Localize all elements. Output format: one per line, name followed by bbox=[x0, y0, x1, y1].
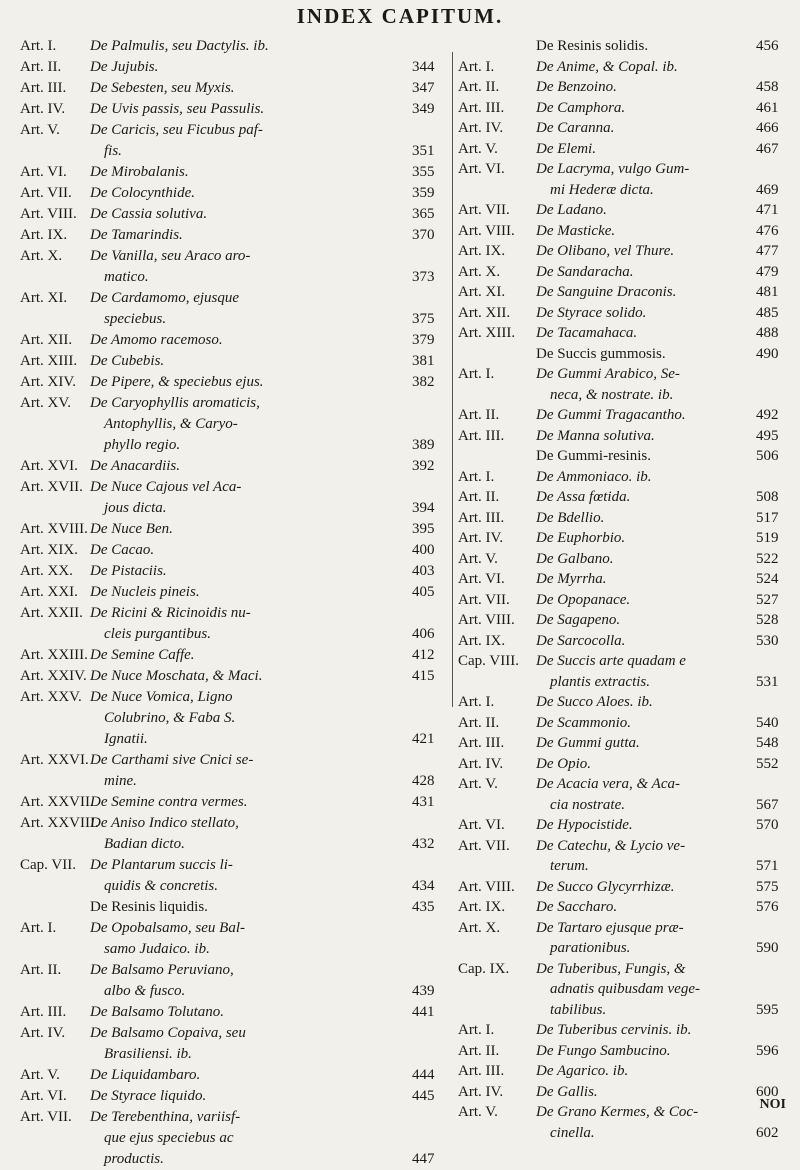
entry-page-number: 530 bbox=[756, 632, 779, 649]
entry-page-number: 349 bbox=[412, 101, 435, 117]
entry-label: Art. V. bbox=[458, 776, 498, 792]
entry-page-number: 344 bbox=[412, 59, 435, 75]
entry-title-line: De Caricis, seu Ficubus paf- bbox=[90, 122, 263, 138]
entry-page-number: 488 bbox=[756, 325, 779, 341]
entry-label: Art. I. bbox=[458, 366, 495, 382]
entry-title-line: De Agarico. ib. bbox=[536, 1063, 629, 1079]
entry-title-line: De Caranna. bbox=[536, 120, 615, 136]
entry-page-number: 602 bbox=[756, 1124, 779, 1141]
entry-label: Art. IV. bbox=[458, 530, 504, 546]
entry-title-line: De Nuce Ben. bbox=[90, 521, 173, 537]
entry-label: Art. XXIV. bbox=[20, 668, 87, 684]
entry-title-line: De Sagapeno. bbox=[536, 612, 621, 628]
entry-title-line: De Tartaro ejusque præ- bbox=[536, 919, 684, 936]
entry-label: Art. XXIII. bbox=[20, 647, 88, 663]
entry-page-number: 479 bbox=[756, 263, 779, 280]
entry-title-line: De Fungo Sambucino. bbox=[536, 1042, 671, 1059]
entry-page-number: 400 bbox=[412, 542, 435, 558]
entry-page-number: 517 bbox=[756, 509, 779, 526]
column-divider bbox=[452, 52, 453, 707]
entry-title-line: neca, & nostrate. ib. bbox=[550, 386, 674, 403]
entry-label: Art. V. bbox=[20, 122, 60, 138]
entry-page-number: 508 bbox=[756, 489, 779, 505]
entry-title-line: De Gummi-resinis. bbox=[536, 448, 651, 464]
entry-page-number: 467 bbox=[756, 140, 779, 157]
entry-page-number: 567 bbox=[756, 796, 779, 813]
entry-page-number: 469 bbox=[756, 181, 779, 198]
entry-label: Art. V. bbox=[20, 1067, 60, 1083]
entry-title-line: De Sanguine Draconis. bbox=[536, 284, 677, 300]
entry-title-line: De Semine Caffe. bbox=[90, 647, 195, 663]
entry-page-number: 434 bbox=[412, 878, 435, 894]
entry-label: Art. I. bbox=[458, 694, 495, 710]
entry-title-line: De Gummi Tragacantho. bbox=[536, 407, 686, 423]
entry-title-line: De Aniso Indico stellato, bbox=[90, 815, 239, 831]
entry-page-number: 596 bbox=[756, 1042, 779, 1059]
entry-title-line: mine. bbox=[104, 773, 137, 789]
entry-title-line: fis. bbox=[104, 143, 122, 159]
entry-label: Art. IV. bbox=[458, 1083, 504, 1100]
entry-title-line: cia nostrate. bbox=[550, 796, 625, 813]
entry-label: Art. II. bbox=[458, 79, 500, 95]
entry-title-line: Ignatii. bbox=[104, 731, 148, 747]
entry-page-number: 439 bbox=[412, 983, 435, 999]
entry-title-line: De Nuce Moschata, & Maci. bbox=[90, 668, 263, 684]
entry-label: Art. IX. bbox=[20, 227, 68, 243]
entry-label: Art. XXV. bbox=[20, 689, 82, 705]
entry-title-line: De Camphora. bbox=[536, 99, 626, 116]
entry-label: Art. XVI. bbox=[20, 458, 78, 474]
entry-page-number: 392 bbox=[412, 458, 435, 474]
entry-page-number: 403 bbox=[412, 563, 435, 579]
entry-title-line: De Colocynthide. bbox=[90, 185, 195, 201]
entry-label: Art. XVIII. bbox=[20, 521, 88, 537]
entry-title-line: De Saccharo. bbox=[536, 899, 618, 915]
entry-label: Art. II. bbox=[458, 489, 500, 505]
entry-label: Art. III. bbox=[458, 99, 505, 116]
entry-label: Art. VII. bbox=[458, 202, 510, 218]
entry-label: Art. II. bbox=[458, 714, 500, 731]
entry-title-line: De Styrace solido. bbox=[536, 304, 647, 321]
entry-label: Art. XX. bbox=[20, 563, 73, 579]
entry-title-line: que ejus speciebus ac bbox=[104, 1130, 234, 1146]
entry-title-line: De Palmulis, seu Dactylis. ib. bbox=[90, 38, 269, 54]
entry-label: Art. XXI. bbox=[20, 584, 78, 600]
entry-title-line: De Mirobalanis. bbox=[90, 164, 189, 180]
entry-page-number: 477 bbox=[756, 243, 779, 259]
entry-label: Art. I. bbox=[20, 920, 57, 936]
entry-title-line: De Nuce Vomica, Ligno bbox=[90, 689, 233, 705]
entry-title-line: De Opopanace. bbox=[536, 591, 631, 608]
entry-page-number: 466 bbox=[756, 120, 779, 136]
entry-title-line: De Plantarum succis li- bbox=[90, 857, 233, 873]
entry-label: Art. XXVII. bbox=[20, 794, 94, 810]
entry-label: Art. VIII. bbox=[20, 206, 77, 222]
entry-label: Art. II. bbox=[458, 1042, 500, 1059]
entry-page-number: 481 bbox=[756, 284, 779, 300]
entry-label: Art. VI. bbox=[458, 817, 505, 833]
entry-page-number: 370 bbox=[412, 227, 435, 243]
entry-label: Art. I. bbox=[20, 38, 57, 54]
entry-page-number: 435 bbox=[412, 899, 435, 915]
entry-page-number: 351 bbox=[412, 143, 435, 159]
entry-page-number: 600 bbox=[756, 1083, 779, 1100]
entry-title-line: De Catechu, & Lycio ve- bbox=[536, 837, 686, 854]
catchword: NOI bbox=[759, 1097, 786, 1112]
entry-title-line: De Sarcocolla. bbox=[536, 632, 626, 649]
entry-title-line: De Amomo racemoso. bbox=[90, 332, 223, 348]
entry-label: Art. IV. bbox=[20, 1025, 66, 1041]
entry-title-line: parationibus. bbox=[550, 940, 631, 956]
entry-title-line: productis. bbox=[104, 1151, 164, 1167]
entry-title-line: De Liquidambaro. bbox=[90, 1067, 201, 1083]
entry-page-number: 382 bbox=[412, 374, 435, 390]
entry-page-number: 389 bbox=[412, 437, 435, 453]
entry-title-line: De Carthami sive Cnici se- bbox=[90, 752, 254, 768]
entry-page-number: 347 bbox=[412, 80, 435, 96]
entry-title-line: Badian dicto. bbox=[104, 836, 185, 852]
entry-page-number: 519 bbox=[756, 530, 779, 546]
entry-label: Art. I. bbox=[458, 58, 495, 75]
entry-label: Art. IV. bbox=[20, 101, 66, 117]
entry-label: Art. IV. bbox=[458, 120, 504, 136]
entry-title-line: De Pistaciis. bbox=[90, 563, 167, 579]
entry-title-line: jous dicta. bbox=[104, 500, 167, 516]
entry-title-line: tabilibus. bbox=[550, 1001, 607, 1018]
entry-title-line: cinella. bbox=[550, 1124, 595, 1141]
entry-page-number: 432 bbox=[412, 836, 435, 852]
entry-page-number: 571 bbox=[756, 858, 779, 874]
entry-page-number: 445 bbox=[412, 1088, 435, 1104]
entry-title-line: De Resinis liquidis. bbox=[90, 899, 208, 915]
entry-title-line: De Jujubis. bbox=[90, 59, 159, 75]
entry-label: Art. XXVI. bbox=[20, 752, 89, 768]
entry-page-number: 359 bbox=[412, 185, 435, 201]
entry-label: Art. X. bbox=[458, 263, 501, 280]
entry-page-number: 552 bbox=[756, 755, 779, 772]
entry-title-line: De Cardamomo, ejusque bbox=[90, 290, 240, 306]
entry-label: Art. VII. bbox=[458, 837, 510, 854]
entry-title-line: De Assa fœtida. bbox=[536, 489, 631, 505]
entry-title-line: De Opio. bbox=[536, 755, 591, 772]
entry-label: Art. VII. bbox=[20, 1109, 72, 1125]
entry-page-number: 506 bbox=[756, 448, 779, 464]
entry-label: Art. VIII. bbox=[458, 878, 515, 895]
entry-title-line: De Nucleis pineis. bbox=[90, 584, 200, 600]
entry-title-line: De Gummi gutta. bbox=[536, 735, 640, 751]
entry-title-line: De Tacamahaca. bbox=[536, 325, 638, 341]
entry-title-line: De Lacryma, vulgo Gum- bbox=[536, 161, 690, 177]
entry-page-number: 405 bbox=[412, 584, 435, 600]
entry-label: Art. XXII. bbox=[20, 605, 83, 621]
entry-label: Art. VII. bbox=[458, 591, 510, 608]
entry-page-number: 456 bbox=[756, 38, 779, 54]
entry-label: Cap. VII. bbox=[20, 857, 76, 873]
entry-page-number: 447 bbox=[412, 1151, 435, 1167]
entry-label: Art. IV. bbox=[458, 755, 504, 772]
entry-page-number: 379 bbox=[412, 332, 435, 348]
entry-title-line: De Balsamo Peruviano, bbox=[90, 962, 234, 978]
entry-page-number: 394 bbox=[412, 500, 435, 516]
entry-page-number: 471 bbox=[756, 202, 779, 218]
entry-label: Art. VIII. bbox=[458, 612, 515, 628]
entry-label: Art. XXVIII. bbox=[20, 815, 99, 831]
entry-title-line: De Sebesten, seu Myxis. bbox=[90, 80, 235, 96]
entry-title-line: matico. bbox=[104, 269, 149, 285]
entry-page-number: 590 bbox=[756, 940, 779, 956]
entry-page-number: 415 bbox=[412, 668, 435, 684]
entry-title-line: De Ladano. bbox=[536, 202, 607, 218]
entry-title-line: mi Hederæ dicta. bbox=[550, 181, 654, 198]
entry-title-line: speciebus. bbox=[104, 311, 167, 327]
entry-label: Art. X. bbox=[458, 919, 501, 936]
entry-label: Art. XVII. bbox=[20, 479, 83, 495]
entry-page-number: 406 bbox=[412, 626, 435, 642]
entry-title-line: De Hypocistide. bbox=[536, 817, 633, 833]
entry-page-number: 548 bbox=[756, 735, 779, 751]
entry-title-line: terum. bbox=[550, 858, 589, 874]
entry-title-line: De Gummi Arabico, Se- bbox=[536, 366, 680, 382]
entry-label: Cap. VIII. bbox=[458, 653, 519, 669]
entry-page-number: 355 bbox=[412, 164, 435, 180]
entry-title-line: albo & fusco. bbox=[104, 983, 186, 999]
entry-label: Art. XII. bbox=[20, 332, 73, 348]
entry-title-line: De Gallis. bbox=[536, 1083, 598, 1100]
entry-label: Art. III. bbox=[458, 735, 505, 751]
entry-page-number: 441 bbox=[412, 1004, 435, 1020]
entry-title-line: phyllo regio. bbox=[104, 437, 181, 453]
entry-title-line: plantis extractis. bbox=[550, 673, 650, 690]
entry-label: Art. IX. bbox=[458, 899, 506, 915]
entry-page-number: 476 bbox=[756, 222, 779, 239]
entry-title-line: De Olibano, vel Thure. bbox=[536, 243, 675, 259]
entry-title-line: cleis purgantibus. bbox=[104, 626, 211, 642]
entry-page-number: 524 bbox=[756, 571, 779, 587]
entry-label: Art. V. bbox=[458, 140, 498, 157]
entry-label: Art. V. bbox=[458, 1104, 498, 1120]
entry-page-number: 375 bbox=[412, 311, 435, 327]
entry-page-number: 570 bbox=[756, 817, 779, 833]
entry-title-line: De Styrace liquido. bbox=[90, 1088, 207, 1104]
entry-label: Art. III. bbox=[458, 427, 505, 444]
entry-label: Art. IX. bbox=[458, 632, 506, 649]
entry-title-line: De Cassia solutiva. bbox=[90, 206, 208, 222]
entry-title-line: De Opobalsamo, seu Bal- bbox=[90, 920, 245, 936]
entry-page-number: 540 bbox=[756, 714, 779, 731]
entry-label: Art. XII. bbox=[458, 304, 511, 321]
entry-title-line: De Resinis solidis. bbox=[536, 38, 649, 54]
entry-title-line: quidis & concretis. bbox=[104, 878, 219, 894]
entry-page-number: 365 bbox=[412, 206, 435, 222]
entry-title-line: samo Judaico. ib. bbox=[104, 941, 210, 957]
entry-page-number: 485 bbox=[756, 304, 779, 321]
entry-title-line: De Nuce Cajous vel Aca- bbox=[90, 479, 242, 495]
entry-title-line: De Benzoino. bbox=[536, 79, 617, 95]
entry-label: Art. II. bbox=[20, 59, 62, 75]
entry-page-number: 492 bbox=[756, 407, 779, 423]
entry-page-number: 522 bbox=[756, 550, 779, 567]
entry-page-number: 373 bbox=[412, 269, 435, 285]
entry-label: Art. IX. bbox=[458, 243, 506, 259]
entry-title-line: Brasiliensi. ib. bbox=[104, 1046, 192, 1062]
entry-title-line: De Ricini & Ricinoidis nu- bbox=[90, 605, 251, 621]
entry-title-line: De Succis arte quadam e bbox=[536, 653, 686, 669]
entry-title-line: De Elemi. bbox=[536, 140, 596, 157]
entry-label: Art. III. bbox=[458, 509, 505, 526]
entry-label: Art. VI. bbox=[458, 161, 505, 177]
entry-page-number: 458 bbox=[756, 79, 779, 95]
entry-label: Art. VII. bbox=[20, 185, 72, 201]
entry-page-number: 490 bbox=[756, 345, 779, 362]
entry-title-line: De Caryophyllis aromaticis, bbox=[90, 395, 260, 411]
entry-page-number: 431 bbox=[412, 794, 435, 810]
entry-title-line: De Myrrha. bbox=[536, 571, 607, 587]
entry-label: Art. XIV. bbox=[20, 374, 76, 390]
entry-title-line: De Acacia vera, & Aca- bbox=[536, 776, 680, 792]
entry-title-line: De Cubebis. bbox=[90, 353, 165, 369]
entry-page-number: 595 bbox=[756, 1001, 779, 1018]
entry-label: Art. VI. bbox=[20, 164, 67, 180]
entry-page-number: 428 bbox=[412, 773, 435, 789]
entry-title-line: De Cacao. bbox=[90, 542, 155, 558]
entry-page-number: 381 bbox=[412, 353, 435, 369]
entry-title-line: De Anime, & Copal. ib. bbox=[536, 58, 678, 75]
page-header: INDEX CAPITUM. bbox=[296, 4, 504, 28]
entry-title-line: De Terebenthina, variisf- bbox=[90, 1109, 241, 1125]
entry-title-line: De Sandaracha. bbox=[536, 263, 634, 280]
entry-page-number: 528 bbox=[756, 612, 779, 628]
entry-title-line: De Vanilla, seu Araco aro- bbox=[90, 248, 251, 264]
entry-label: Art. III. bbox=[20, 1004, 67, 1020]
entry-title-line: De Balsamo Copaiva, seu bbox=[90, 1025, 246, 1041]
entry-title-line: De Balsamo Tolutano. bbox=[90, 1004, 225, 1020]
entry-title-line: De Galbano. bbox=[536, 550, 614, 567]
entry-title-line: De Tuberibus, Fungis, & bbox=[536, 960, 686, 977]
entry-label: Art. VIII. bbox=[458, 222, 515, 239]
entry-title-line: De Tamarindis. bbox=[90, 227, 183, 243]
entry-page-number: 527 bbox=[756, 591, 779, 608]
entry-page-number: 576 bbox=[756, 899, 779, 915]
entry-title-line: De Tuberibus cervinis. ib. bbox=[536, 1022, 692, 1038]
entry-title-line: De Anacardiis. bbox=[90, 458, 180, 474]
entry-label: Art. I. bbox=[458, 468, 495, 485]
entry-page-number: 421 bbox=[412, 731, 435, 747]
entry-label: Art. V. bbox=[458, 550, 498, 567]
entry-page-number: 395 bbox=[412, 521, 435, 537]
entry-label: Art. VI. bbox=[20, 1088, 67, 1104]
entry-title-line: De Succis gummosis. bbox=[536, 345, 666, 362]
entry-title-line: De Euphorbio. bbox=[536, 530, 626, 546]
entry-title-line: De Succo Aloes. ib. bbox=[536, 694, 653, 710]
entry-label: Art. II. bbox=[20, 962, 62, 978]
entry-label: Art. III. bbox=[20, 80, 67, 96]
entry-label: Art. VI. bbox=[458, 571, 505, 587]
entry-title-line: De Manna solutiva. bbox=[536, 427, 655, 444]
entry-label: Art. II. bbox=[458, 407, 500, 423]
entry-label: Art. III. bbox=[458, 1063, 505, 1079]
entry-title-line: De Pipere, & speciebus ejus. bbox=[90, 374, 264, 390]
entry-label: Art. XIII. bbox=[458, 325, 516, 341]
entry-label: Cap. IX. bbox=[458, 960, 510, 977]
entry-title-line: De Uvis passis, seu Passulis. bbox=[90, 101, 265, 117]
entry-page-number: 412 bbox=[412, 647, 435, 663]
entry-title-line: adnatis quibusdam vege- bbox=[550, 981, 700, 997]
entry-title-line: De Grano Kermes, & Coc- bbox=[536, 1104, 699, 1120]
entry-label: Art. X. bbox=[20, 248, 63, 264]
entry-page-number: 575 bbox=[756, 878, 779, 895]
entry-page-number: 495 bbox=[756, 427, 779, 444]
entry-title-line: De Bdellio. bbox=[536, 509, 605, 526]
entry-title-line: Antophyllis, & Caryo- bbox=[104, 416, 238, 432]
entry-title-line: De Masticke. bbox=[536, 222, 616, 239]
entry-page-number: 531 bbox=[756, 673, 779, 690]
entry-title-line: De Semine contra vermes. bbox=[90, 794, 248, 810]
entry-label: Art. XIX. bbox=[20, 542, 78, 558]
entry-page-number: 444 bbox=[412, 1067, 435, 1083]
entry-title-line: De Succo Glycyrrhizæ. bbox=[536, 878, 675, 895]
entry-title-line: De Scammonio. bbox=[536, 714, 631, 731]
entry-title-line: Colubrino, & Faba S. bbox=[104, 710, 236, 726]
entry-label: Art. XV. bbox=[20, 395, 71, 411]
entry-label: Art. I. bbox=[458, 1022, 495, 1038]
entry-title-line: De Ammoniaco. ib. bbox=[536, 468, 652, 485]
entry-label: Art. XIII. bbox=[20, 353, 78, 369]
entry-page-number: 461 bbox=[756, 99, 779, 116]
entry-label: Art. XI. bbox=[458, 284, 506, 300]
entry-label: Art. XI. bbox=[20, 290, 68, 306]
